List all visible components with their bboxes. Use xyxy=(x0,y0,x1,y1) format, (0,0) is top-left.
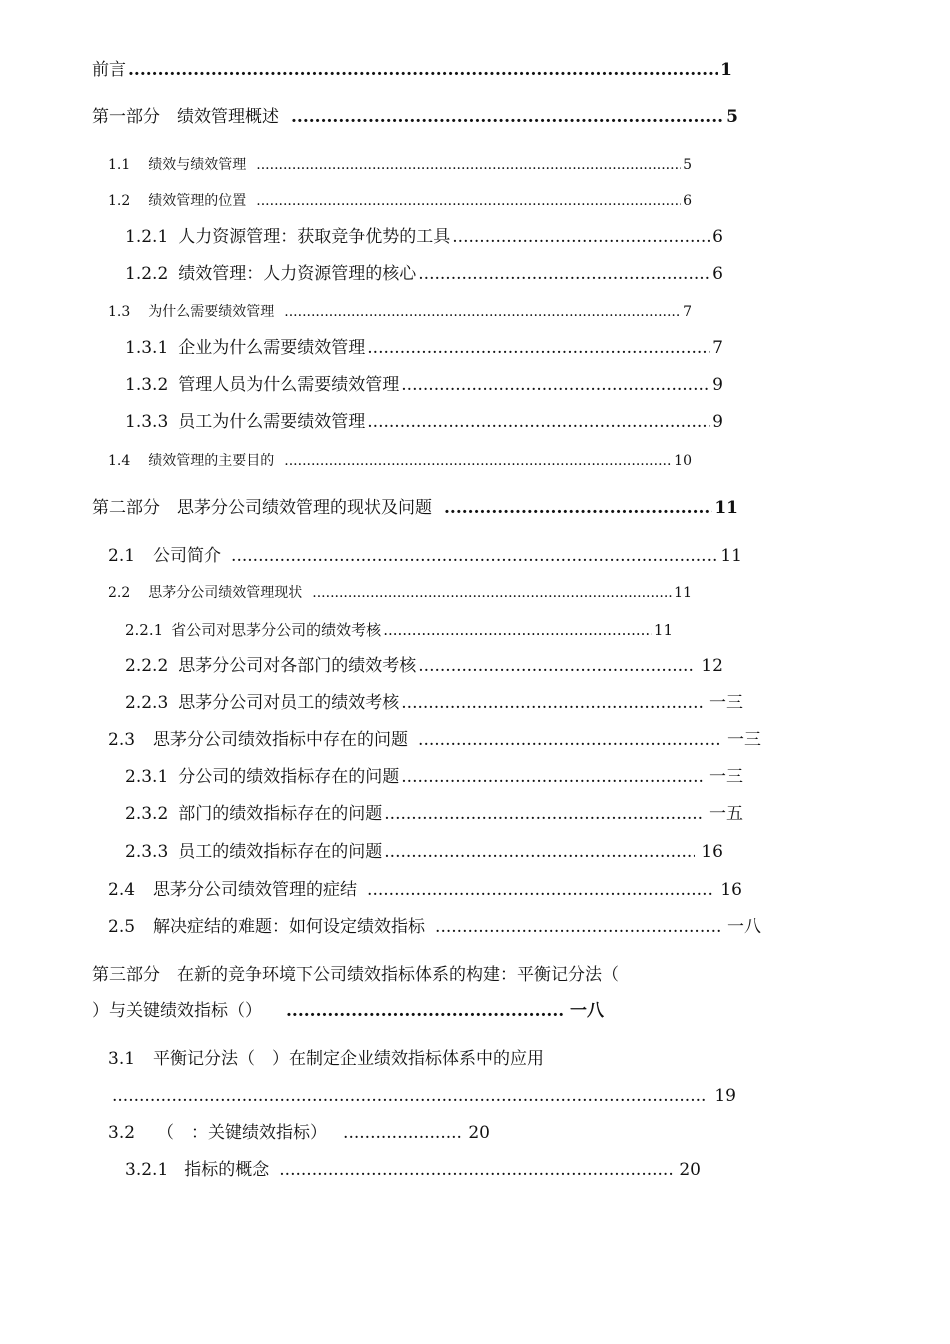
toc-leader xyxy=(401,692,703,714)
toc-leader xyxy=(383,619,652,641)
toc-page-number: 11 xyxy=(720,546,742,566)
toc-page-number: 16 xyxy=(701,842,723,862)
toc-leader xyxy=(367,879,714,901)
toc-entry-2-3-1[interactable] xyxy=(125,766,743,788)
toc-number: 3.2 xyxy=(108,1123,136,1143)
toc-entry-2-2[interactable] xyxy=(108,582,692,604)
toc-leader xyxy=(384,803,703,825)
toc-number: 1.3.2 xyxy=(125,375,169,395)
toc-number: 1.3.3 xyxy=(125,412,169,432)
toc-entry-1-2-2[interactable] xyxy=(125,263,723,285)
toc-leader xyxy=(284,450,672,472)
toc-title: 绩效管理的位置 xyxy=(148,193,247,209)
toc-page-number: 16 xyxy=(720,880,742,900)
toc-leader xyxy=(401,766,703,788)
toc-leader xyxy=(401,374,710,396)
toc-leader xyxy=(418,655,695,677)
toc-number: 1.3 xyxy=(108,304,131,320)
toc-title: 绩效与绩效管理 xyxy=(148,157,247,173)
toc-number: 2.2.3 xyxy=(125,693,169,713)
toc-title: 绩效管理的主要目的 xyxy=(148,453,275,469)
toc-page-number: 20 xyxy=(468,1123,490,1143)
toc-number: 1.2.2 xyxy=(125,264,169,284)
toc-number: 2.2 xyxy=(108,585,131,601)
toc-title: 第一部分 绩效管理概述 xyxy=(92,107,279,127)
toc-entry-2-4[interactable] xyxy=(108,879,742,901)
toc-number: 1.1 xyxy=(108,157,131,173)
toc-entry-2-5[interactable] xyxy=(108,916,761,938)
toc-number: 1.3.1 xyxy=(125,338,169,358)
toc-page-number: 一三 xyxy=(709,767,743,787)
toc-page-number: 9 xyxy=(712,412,723,432)
toc-title: 部门的绩效指标存在的问题 xyxy=(178,804,383,824)
toc-leader xyxy=(128,59,718,81)
toc-entry-part1[interactable] xyxy=(92,106,738,128)
toc-number: 2.3.3 xyxy=(125,842,169,862)
toc-leader xyxy=(367,411,710,433)
toc-entry-2-3-3[interactable] xyxy=(125,841,723,863)
toc-leader xyxy=(256,190,681,212)
toc-title: 第二部分 思茅分公司绩效管理的现状及问题 xyxy=(92,498,432,518)
toc-title: 员工的绩效指标存在的问题 xyxy=(178,842,383,862)
toc-entry-1-4[interactable] xyxy=(108,450,692,472)
toc-leader xyxy=(112,1085,708,1107)
toc-title: 省公司对思茅分公司的绩效考核 xyxy=(171,621,382,639)
toc-leader xyxy=(367,337,710,359)
toc-number: 3.2.1 xyxy=(125,1160,169,1180)
toc-entry-1-3-1[interactable] xyxy=(125,337,723,359)
toc-page-number: 一三 xyxy=(727,730,761,750)
toc-number: 2.5 xyxy=(108,917,136,937)
toc-entry-2-2-2[interactable] xyxy=(125,655,723,677)
toc-title: 公司简介 xyxy=(153,546,222,566)
toc-page-number: 7 xyxy=(683,304,692,320)
toc-page-number: 5 xyxy=(683,157,692,173)
toc-entry-2-2-3[interactable] xyxy=(125,692,743,714)
toc-leader xyxy=(291,106,724,128)
toc-entry-3-1[interactable] xyxy=(108,1048,628,1070)
toc-number: 1.2.1 xyxy=(125,227,169,247)
toc-entry-3-2[interactable] xyxy=(108,1122,490,1144)
toc-number: 1.2 xyxy=(108,193,131,209)
toc-entry-2-3[interactable] xyxy=(108,729,761,751)
toc-entry-part3-line1[interactable] xyxy=(92,964,712,986)
toc-leader xyxy=(435,916,721,938)
toc-page-number: 12 xyxy=(701,656,723,676)
toc-entry-2-3-2[interactable] xyxy=(125,803,743,825)
toc-leader xyxy=(312,582,672,604)
toc-title-continued: ）与关键绩效指标（） xyxy=(92,1001,262,1021)
toc-page-number: 11 xyxy=(653,621,673,639)
toc-entry-part2[interactable] xyxy=(92,497,738,519)
toc-leader xyxy=(279,1159,673,1181)
toc-entry-1-3-3[interactable] xyxy=(125,411,723,433)
toc-title: 思茅分公司绩效指标中存在的问题 xyxy=(153,730,409,750)
toc-title: 前言 xyxy=(92,60,126,80)
toc-page-number: 一五 xyxy=(709,804,743,824)
toc-leader xyxy=(231,545,718,567)
toc-page-number: 5 xyxy=(726,107,738,127)
toc-leader xyxy=(418,263,710,285)
toc-leader xyxy=(418,729,721,751)
toc-entry-preface[interactable] xyxy=(92,59,732,81)
toc-title: 绩效管理：人力资源管理的核心 xyxy=(178,264,417,284)
toc-title: 为什么需要绩效管理 xyxy=(148,304,275,320)
toc-page-number: 7 xyxy=(712,338,723,358)
toc-page-number: 6 xyxy=(712,227,723,247)
toc-number: 1.4 xyxy=(108,453,131,469)
toc-number: 3.1 xyxy=(108,1049,136,1069)
toc-page-number: 一八 xyxy=(727,917,761,937)
toc-entry-part3-line2[interactable] xyxy=(92,1000,604,1022)
toc-leader xyxy=(452,226,710,248)
toc-entry-1-1[interactable] xyxy=(108,154,692,176)
toc-number: 2.2.1 xyxy=(125,621,164,639)
toc-leader xyxy=(286,1000,564,1022)
toc-title: 企业为什么需要绩效管理 xyxy=(178,338,366,358)
toc-entry-1-2[interactable] xyxy=(108,190,692,212)
toc-title: 第三部分 在新的竞争环境下公司绩效指标体系的构建：平衡记分法（ xyxy=(92,965,619,985)
toc-entry-1-2-1[interactable] xyxy=(125,226,723,248)
toc-number: 2.3 xyxy=(108,730,136,750)
toc-number: 2.2.2 xyxy=(125,656,169,676)
toc-number: 2.3.2 xyxy=(125,804,169,824)
toc-leader xyxy=(444,497,712,519)
toc-title: 管理人员为什么需要绩效管理 xyxy=(178,375,400,395)
toc-page-number: 6 xyxy=(683,193,692,209)
toc-title: 员工为什么需要绩效管理 xyxy=(178,412,366,432)
toc-title: （ ：关键绩效指标） xyxy=(157,1123,328,1143)
toc-leader xyxy=(284,301,681,323)
toc-number: 2.3.1 xyxy=(125,767,169,787)
toc-entry-3-1-leader xyxy=(112,1085,736,1107)
toc-title: 平衡记分法（ ）在制定企业绩效指标体系中的应用 xyxy=(153,1049,545,1069)
toc-page-number: 11 xyxy=(714,498,738,518)
toc-entry-2-1[interactable] xyxy=(108,545,742,567)
toc-entry-2-2-1[interactable] xyxy=(125,619,673,641)
toc-title: 思茅分公司对员工的绩效考核 xyxy=(178,693,400,713)
toc-page-number: 20 xyxy=(679,1160,701,1180)
toc-entry-1-3[interactable] xyxy=(108,301,692,323)
toc-page-number: 一八 xyxy=(570,1001,604,1021)
toc-page-number: 一三 xyxy=(709,693,743,713)
toc-title: 思茅分公司绩效管理的症结 xyxy=(153,880,358,900)
toc-page-number: 11 xyxy=(674,585,692,601)
toc-number: 2.1 xyxy=(108,546,136,566)
toc-leader xyxy=(343,1122,462,1144)
toc-title: 思茅分公司对各部门的绩效考核 xyxy=(178,656,417,676)
toc-title: 分公司的绩效指标存在的问题 xyxy=(178,767,400,787)
toc-leader xyxy=(256,154,681,176)
toc-entry-3-2-1[interactable] xyxy=(125,1159,701,1181)
toc-page-number: 10 xyxy=(674,453,692,469)
toc-number: 2.4 xyxy=(108,880,136,900)
toc-page-number: 6 xyxy=(712,264,723,284)
toc-entry-1-3-2[interactable] xyxy=(125,374,723,396)
toc-title: 解决症结的难题：如何设定绩效指标 xyxy=(153,917,426,937)
toc-page-number: 1 xyxy=(720,60,732,80)
toc-title: 人力资源管理：获取竞争优势的工具 xyxy=(178,227,451,247)
toc-page-number: 19 xyxy=(714,1086,736,1106)
toc-title: 思茅分公司绩效管理现状 xyxy=(148,585,303,601)
toc-leader xyxy=(384,841,695,863)
toc-title: 指标的概念 xyxy=(184,1160,270,1180)
toc-page-number: 9 xyxy=(712,375,723,395)
